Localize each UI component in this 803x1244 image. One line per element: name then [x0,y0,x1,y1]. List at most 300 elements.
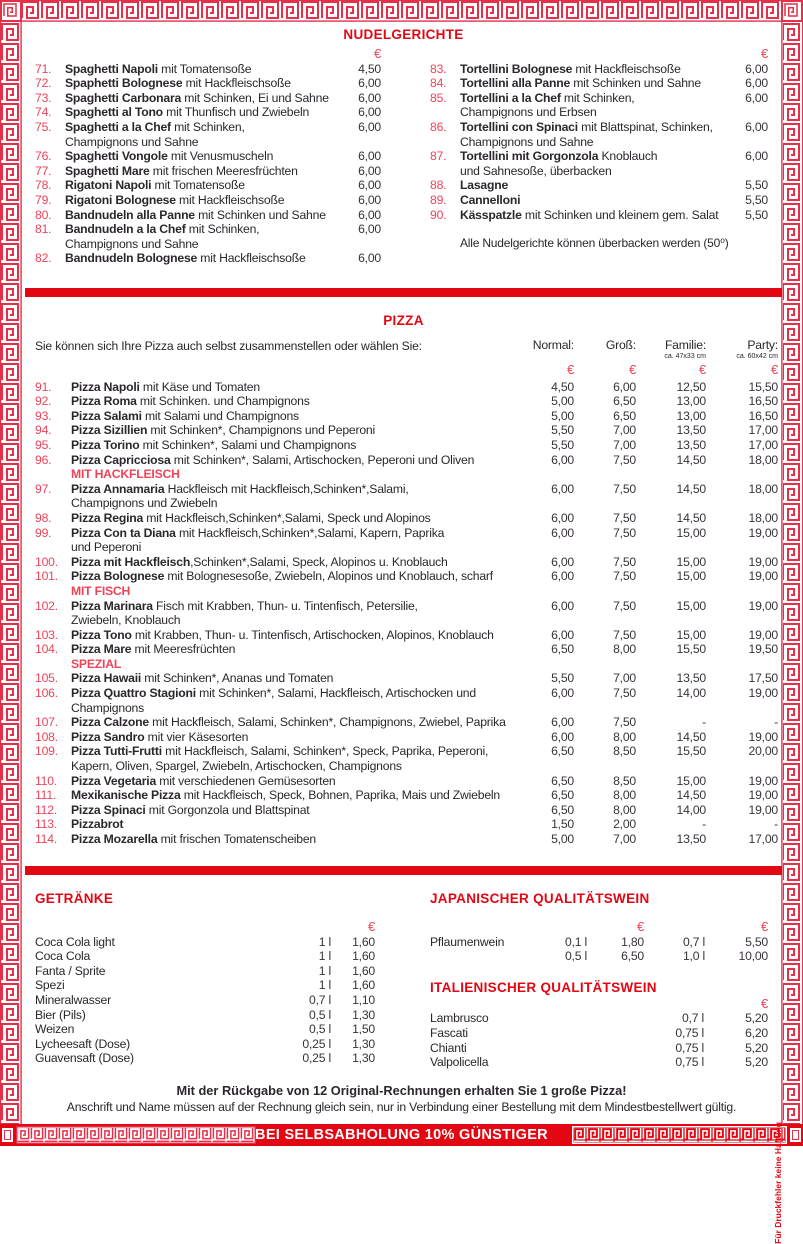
spacer [35,467,65,482]
greek-key-border-left [0,22,22,1124]
drink-size: 1 l [318,978,331,993]
item-price: - [774,715,778,730]
section-title-nudelgerichte: NUDELGERICHTE [343,27,464,42]
item-price: 15,00 [676,627,706,642]
menu-item-row [35,671,778,686]
pizza-size-column-header-gross: Groß: [605,338,636,352]
item-text [71,628,518,643]
item-price: 6,00 [551,554,574,569]
item-text [71,526,518,555]
item-price: 19,00 [748,686,778,701]
item-name: Pizza Roma [71,394,137,409]
item-description: mit verschiedenen Gemüsesorten [156,773,336,788]
item-number: 112. [35,802,58,817]
item-price: 6,00 [358,105,381,120]
item-price: 7,50 [613,554,636,569]
item-price: 7,50 [613,510,636,525]
menu-item-row [35,599,778,628]
item-description-line2: Kapern, Oliven, Spargel, Zwiebeln, Artischocken, Champignons [71,759,402,774]
item-description: mit Hackfleisch,Schinken*,Salami, Speck und Alopinos [143,510,431,525]
promo-footer [30,1082,773,1116]
menu-item-row [35,193,381,208]
wine-size: 0,75 l [675,1025,704,1040]
menu-item-row [35,91,381,106]
item-number: 103. [35,627,58,642]
spacer [649,935,654,950]
drink-name: Guavensaft (Dose) [35,1051,134,1066]
wine-row [430,1026,768,1041]
item-description: mit frischen Tomatenscheiben [157,832,317,846]
nudelgerichte-section [35,47,768,266]
item-price: 6,00 [358,90,381,105]
wine-price: 5,50 [745,934,768,949]
item-number: 96. [35,452,52,467]
item-number: 85. [430,90,447,105]
pizza-size-column-header-party: Party: ca. 60x42 cm [736,338,778,360]
item-description: mit Schinken und kleinem gem. Salat [521,207,719,222]
item-description: mit Tomatensoße [151,178,245,193]
item-text [71,453,518,468]
item-text [71,394,518,409]
item-description: mit frischen Meeresfrüchten [149,163,298,178]
item-price: 6,00 [745,76,768,91]
drink-price: 1,50 [352,1022,375,1037]
item-description: mit Schinken*, Champignons und Peperoni [147,423,376,438]
item-name: Spaghetti al Tono [65,105,163,120]
menu-item-row [35,251,381,266]
pizza-size-column-header-familie: Familie: ca. 47x33 cm [664,338,706,360]
drink-size: 1 l [318,949,331,964]
item-price: 5,50 [551,437,574,452]
menu-item-row [35,76,381,91]
drink-name: Weizen [35,1022,75,1037]
menu-item-row [430,208,768,223]
item-price: 20,00 [748,744,778,759]
item-text [71,788,518,803]
category-subheader-label: MIT HACKFLEISCH [71,467,180,482]
item-description: mit Schinken*, Salami, Hackfleisch, Artischocken und [195,686,476,701]
item-text [65,222,337,251]
item-price: 6,00 [745,90,768,105]
menu-item-row [35,482,778,511]
item-price: 5,00 [551,408,574,423]
wine-size: 1,0 l [682,949,705,964]
item-name: Pizza Mozarella [71,832,158,846]
item-price: 8,00 [613,802,636,817]
menu-item-row [35,178,381,193]
category-subheader-label: MIT FISCH [71,583,131,598]
item-description: mit Hackfleisch, Salami, Schinken*, Champignons, Zwiebel, Paprika [149,715,506,730]
drink-size: 1 l [318,963,331,978]
drink-name: Coca Cola [35,949,91,964]
item-price: 7,50 [613,715,636,730]
menu-item-row [35,788,778,803]
drink-price: 1,30 [352,1007,375,1022]
item-text [460,120,724,149]
item-price: 6,00 [551,686,574,701]
menu-item-row [35,730,778,745]
item-number: 82. [35,251,52,266]
menu-item-row [35,120,381,149]
item-name: Tortellini con Spinaci [460,119,578,134]
item-text [65,91,337,106]
wine-size: 0,7 l [682,934,705,949]
item-price: 15,00 [676,554,706,569]
category-subheader [35,584,778,599]
item-name: Pizza Capricciosa [71,452,171,467]
item-price: 5,50 [551,671,574,686]
menu-item-row [35,208,381,223]
promo-line2: Anschrift und Name müssen auf der Rechnung gleich sein, nur in Verbindung einer Bestellung mit dem Mindestbestellwert gültig. [66,1100,737,1114]
item-number: 100. [35,554,58,569]
item-description: mit Hackfleischsoße [197,251,306,266]
pizza-size-column-header-normal: Normal: [532,338,574,352]
item-price: 6,00 [551,510,574,525]
item-price: 8,00 [613,642,636,657]
item-text [71,671,518,686]
item-text [71,832,518,847]
item-name: Pizza Bolognese [71,569,165,584]
item-price: 13,00 [676,394,706,409]
menu-item-row [430,62,768,77]
drink-row [35,949,375,964]
item-price: 5,00 [551,394,574,409]
item-description: mit Schinken, [560,90,635,105]
item-price: 17,00 [748,423,778,438]
item-price: 12,50 [676,379,706,394]
menu-item-row [35,569,778,584]
item-name: Lasagne [460,178,509,193]
item-price: 8,50 [613,744,636,759]
item-price: 7,50 [613,598,636,613]
currency-symbol: € [566,362,574,377]
wine-price: 1,80 [621,934,644,949]
item-description-line2: Champignons und Sahne [65,134,199,149]
drink-name: Mineralwasser [35,992,111,1007]
item-price: 6,50 [551,802,574,817]
item-name: Mexikanische Pizza [71,788,181,803]
drink-price: 1,30 [352,1036,375,1051]
item-price: 7,00 [613,832,636,846]
item-number: 99. [35,525,52,540]
item-text [71,380,518,395]
menu-item-row [35,715,778,730]
wine-price: 5,20 [745,1040,768,1055]
menu-item-row [35,62,381,77]
item-description: mit vier Käsesorten [144,729,249,744]
item-price: 15,50 [676,642,706,657]
section-title-pizza: PIZZA [383,313,424,328]
item-name: Bandnudeln alla Panne [65,207,195,222]
wine-row [430,1055,768,1070]
item-name: Bandnudeln Bolognese [65,251,198,266]
item-text [71,774,518,789]
item-price: 19,50 [748,642,778,657]
item-price: 8,00 [613,788,636,803]
item-price: 14,50 [676,788,706,803]
menu-item-row [35,409,778,424]
item-description: mit Thunfisch und Zwiebeln [162,105,310,120]
drink-price: 1,30 [352,1051,375,1066]
drink-row [35,935,375,950]
item-price: 19,00 [748,554,778,569]
item-number: 73. [35,90,52,105]
currency-header-row [35,47,381,62]
item-number: 95. [35,437,52,452]
item-price: 8,00 [613,729,636,744]
wine-name: Chianti [430,1040,467,1055]
item-description-line2: Champignons und Sahne [65,236,199,251]
item-name: Spaghetti Napoli [65,61,158,76]
item-price: 17,00 [748,437,778,452]
item-number: 107. [35,715,58,730]
item-name: Tortellini alla Panne [460,76,571,91]
section-title-getraenke: GETRÄNKE [35,891,114,906]
drink-name: Bier (Pils) [35,1007,86,1022]
item-number: 90. [430,207,447,222]
item-price: 6,50 [551,744,574,759]
item-number: 78. [35,178,52,193]
drink-name: Lycheesaft (Dose) [35,1036,131,1051]
currency-symbol: € [636,919,644,934]
item-text [71,423,518,438]
item-price: 6,00 [551,627,574,642]
currency-symbol: € [770,362,778,377]
menu-item-row [430,76,768,91]
item-price: 18,00 [748,481,778,496]
item-number: 79. [35,192,52,207]
drink-name: Fanta / Sprite [35,963,106,978]
item-description-line2: Champignons und Zwiebeln [71,496,218,511]
item-name: Pizzabrot [71,817,124,832]
item-price: - [702,817,706,832]
item-name: Pizza Tono [71,627,132,642]
item-name: Pizza Spinaci [71,802,146,817]
item-number: 94. [35,423,52,438]
item-description: mit Bolognesesoße, Zwiebeln, Alopinos und Knoblauch, scharf [164,569,493,584]
item-price: 14,50 [676,729,706,744]
item-description: Hackfleisch mit Hackfleisch,Schinken*,Salami, [164,481,409,496]
drink-size: 0,25 l [302,1051,331,1066]
wine-size: 0,1 l [564,934,587,949]
menu-item-row [35,803,778,818]
greek-key-border-right [781,22,803,1124]
item-price: 6,50 [613,394,636,409]
item-price: 6,00 [358,192,381,207]
italian-wine-rows [430,1011,768,1069]
category-subheader [35,467,778,482]
item-description: mit Schinken und Sahne [194,207,326,222]
item-text [65,76,337,91]
item-number: 106. [35,686,58,701]
item-price: 7,00 [613,671,636,686]
item-description: mit Schinken. und Champignons [136,394,310,409]
menu-item-row [35,628,778,643]
item-price: 19,00 [748,802,778,817]
currency-header-row [430,997,768,1012]
currency-symbol: € [367,919,375,934]
item-text [65,120,337,149]
item-number: 71. [35,61,52,76]
greek-key-corner-icon [790,1128,801,1142]
item-text [71,744,518,773]
item-price: 6,00 [358,119,381,134]
item-description: mit Hackfleisch, Speck, Bohnen, Paprika, Mais und Zwiebeln [180,788,500,803]
pizza-intro: Sie können sich Ihre Pizza auch selbst zusammenstellen oder wählen Sie: [35,339,422,353]
currency-symbol: € [760,46,768,61]
item-text [460,91,724,120]
item-price: 13,50 [676,671,706,686]
menu-item-row [430,149,768,178]
item-price: 6,50 [551,773,574,788]
item-price: 7,00 [613,423,636,438]
item-price: 6,00 [551,525,574,540]
wine-row [430,935,768,950]
spacer [649,949,654,964]
item-number: 83. [430,61,447,76]
item-description: mit Krabben, Thun- u. Tintenfisch, Artischocken, Alopinos, Knoblauch [131,627,494,642]
item-text [460,76,724,91]
menu-item-row [35,149,381,164]
item-description: mit Venusmuscheln [167,149,274,164]
item-price: 15,00 [676,525,706,540]
item-name: Rigatoni Napoli [65,178,152,193]
drink-price: 1,60 [352,963,375,978]
item-price: 19,00 [748,627,778,642]
item-price: 6,00 [551,452,574,467]
item-price: 1,50 [551,817,574,832]
drink-row [35,1022,375,1037]
drink-price: 1,60 [352,978,375,993]
item-price: 4,50 [551,379,574,394]
item-price: 14,00 [676,802,706,817]
wine-price: 5,20 [745,1011,768,1026]
item-description: mit Hackfleisch,Schinken*,Salami, Kapern, Paprika [175,525,445,540]
item-number: 76. [35,149,52,164]
item-price: 14,00 [676,686,706,701]
item-name: Pizza Tutti-Frutti [71,744,162,759]
drink-name: Spezi [35,978,65,993]
item-name: Pizza Vegetaria [71,773,157,788]
nudel-note: Alle Nudelgerichte können überbacken werden (50⁰) [460,236,729,251]
bottom-banner-bar [0,1124,803,1146]
item-name: Pizza Annamaria [71,481,165,496]
item-price: 14,50 [676,452,706,467]
menu-item-row [35,774,778,789]
drink-size: 0,7 l [308,992,331,1007]
item-price: 15,00 [676,773,706,788]
item-name: Tortellini a la Chef [460,90,561,105]
wine-price: 5,20 [745,1055,768,1070]
spacer [35,584,65,599]
item-price: 14,50 [676,481,706,496]
item-text [460,193,724,208]
wine-name [430,949,542,964]
item-price: 19,00 [748,729,778,744]
item-price: 6,00 [551,569,574,584]
item-price: 6,00 [358,149,381,164]
item-text [71,409,518,424]
item-price: 6,00 [745,149,768,164]
menu-item-row [35,511,778,526]
menu-item-row [430,193,768,208]
item-name: Pizza Hawaii [71,671,142,686]
item-price: 19,00 [748,569,778,584]
currency-symbol: € [760,995,768,1011]
menu-item-row [430,178,768,193]
item-text [65,208,337,223]
item-number: 113. [35,817,58,832]
item-price: 7,50 [613,525,636,540]
menu-item-row [35,817,778,832]
drink-price: 1,10 [352,992,375,1007]
item-number: 109. [35,744,58,759]
item-name: Rigatoni Bolognese [65,192,176,207]
category-subheader-label: SPEZIAL [71,656,122,671]
item-price: 5,50 [745,192,768,207]
item-name: Tortellini Bolognese [460,61,573,76]
pizza-column-headers [35,339,778,361]
item-description: mit Hackfleischsoße [182,76,291,91]
item-description: ,Schinken*,Salami, Speck, Alopinos u. Knoblauch [190,554,448,569]
section-title-japanischer-wein: JAPANISCHER QUALITÄTSWEIN [430,891,650,906]
item-price: 6,00 [745,61,768,76]
item-number: 72. [35,76,52,91]
item-number: 86. [430,119,447,134]
item-text [65,193,337,208]
divider-bar [25,288,782,297]
nudel-left-rows [35,62,381,266]
currency-header-row [430,47,768,62]
nudel-right-rows [430,62,768,223]
item-name: Spaghetti Vongole [65,149,168,164]
item-text [71,715,518,730]
item-description: mit Schinken*, Salami und Champignons [139,437,357,452]
drink-row [35,1037,375,1052]
menu-item-row [430,120,768,149]
item-price: 6,00 [358,76,381,91]
currency-symbol: € [760,919,768,934]
item-name: Pizza Marinara [71,598,153,613]
item-text [460,62,724,77]
drink-size: 0,5 l [308,1007,331,1022]
item-description: mit Meeresfrüchten [131,642,236,657]
item-text [65,105,337,120]
item-price: 13,50 [676,437,706,452]
drink-row [35,964,375,979]
item-price: 16,50 [748,394,778,409]
drink-row [35,978,375,993]
menu-item-row [35,832,778,847]
item-number: 80. [35,207,52,222]
drink-size: 0,25 l [302,1036,331,1051]
item-description-line2: Champignons und Sahne [460,134,594,149]
item-text [71,803,518,818]
menu-item-row [35,105,381,120]
spacer [35,657,65,672]
side-note-vertical: Für Druckfehler keine Haftung [773,1122,783,1244]
pizza-section [35,339,778,847]
item-price: 6,00 [358,163,381,178]
item-description: mit Hackfleischsoße [175,192,285,207]
item-text [71,569,518,584]
item-price: 5,50 [551,423,574,438]
currency-symbol: € [373,46,381,61]
item-price: 6,00 [358,178,381,193]
item-number: 108. [35,729,58,744]
item-price: 16,50 [748,408,778,423]
item-description: mit Gorgonzola und Blattspinat [145,802,310,817]
